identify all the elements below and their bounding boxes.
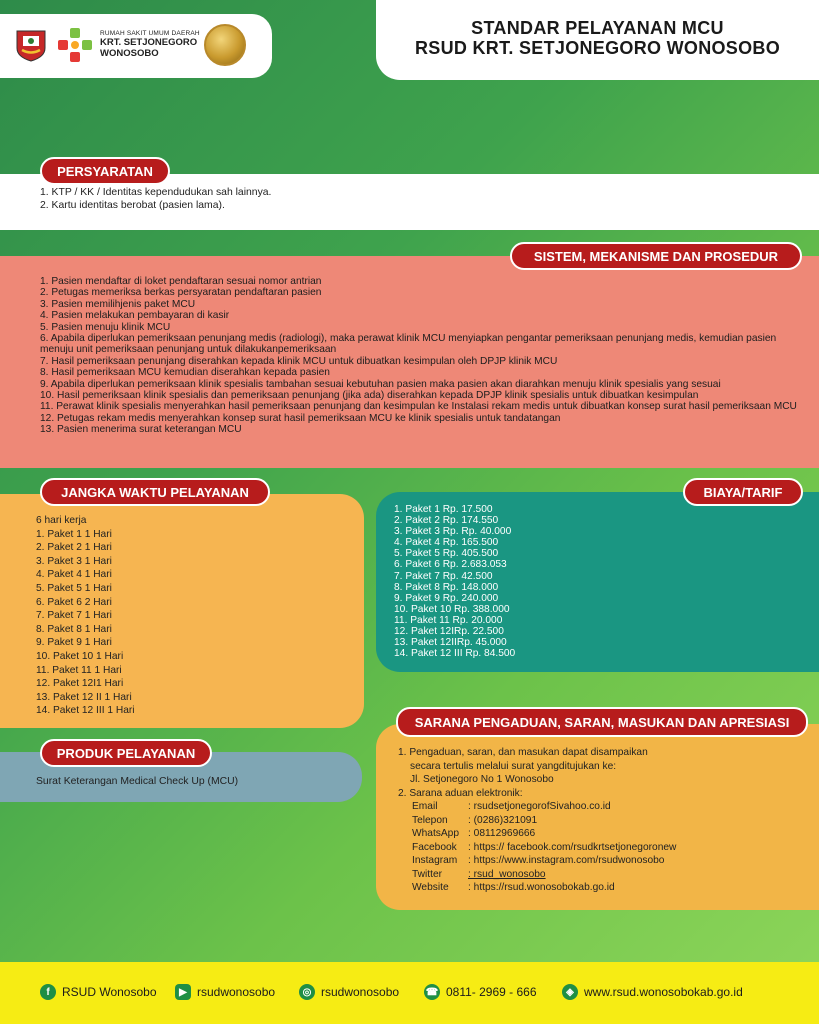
sistem-panel bbox=[0, 256, 819, 468]
facebook-icon: f bbox=[40, 984, 56, 1000]
jangka-item: 6. Paket 6 2 Hari bbox=[36, 596, 112, 608]
hospital-name bbox=[100, 30, 200, 59]
jangka-item: 2. Paket 2 1 Hari bbox=[36, 542, 112, 554]
pemkab-emblem-icon bbox=[14, 28, 48, 62]
contact-whatsapp bbox=[398, 827, 819, 841]
footer-youtube-label: rsudwonosobo bbox=[197, 985, 276, 999]
contact-label: Instagram bbox=[412, 855, 458, 866]
jangka-item: 9. Paket 9 1 Hari bbox=[36, 637, 112, 649]
biaya-item: 12. Paket 12IRp. 22.500 bbox=[394, 626, 504, 638]
jangka-item: 1. Paket 1 1 Hari bbox=[36, 528, 112, 540]
biaya-item: 1. Paket 1 Rp. 17.500 bbox=[394, 504, 493, 515]
sistem-item: 6. Apabila diperlukan pemeriksaan penunjang medis (radiologi), maka perawat klinik MCU menyiapkan pengantar pemeriksaan penunjang medis, kemudian pasien menuju unit pemeriksaan penunjang untuk dilakukanpemeriksaan bbox=[40, 333, 777, 356]
jangka-item: 4. Paket 4 1 Hari bbox=[36, 569, 112, 581]
contact-telepon bbox=[398, 814, 819, 828]
footer-facebook[interactable] bbox=[40, 984, 157, 1000]
title-box bbox=[376, 0, 819, 80]
sistem-item: 1. Pasien mendaftar di loket pendaftaran sesuai nomor antrian bbox=[40, 276, 322, 287]
jangka-item: 11. Paket 11 1 Hari bbox=[36, 664, 122, 676]
biaya-item: 6. Paket 6 Rp. 2.683.053 bbox=[394, 559, 507, 571]
sistem-heading: SISTEM, MEKANISME DAN PROSEDUR bbox=[510, 242, 802, 270]
persyaratan-item: 2. Kartu identitas berobat (pasien lama). bbox=[40, 200, 225, 211]
biaya-item: 7. Paket 7 Rp. 42.500 bbox=[394, 570, 493, 582]
page-title-line2: RSUD KRT. SETJONEGORO WONOSOBO bbox=[414, 38, 781, 58]
biaya-item: 8. Paket 8 Rp. 148.000 bbox=[394, 581, 499, 593]
footer-instagram-label: rsudwonosobo bbox=[321, 985, 400, 999]
contact-value[interactable]: : 08112969666 bbox=[468, 828, 536, 839]
jangka-panel bbox=[0, 494, 364, 728]
biaya-item: 5. Paket 5 Rp. 405.500 bbox=[394, 548, 499, 560]
contact-website bbox=[398, 881, 819, 895]
sarana-panel bbox=[376, 724, 819, 910]
jangka-item: 10. Paket 10 1 Hari bbox=[36, 650, 124, 662]
contact-email bbox=[398, 800, 819, 814]
footer-facebook-label: RSUD Wonosobo bbox=[62, 985, 157, 999]
sistem-item: 12. Petugas rekam medis menyerahkan konsep surat hasil pemeriksaan MCU ke klinik spesialis untuk tandatangan bbox=[40, 412, 561, 424]
biaya-item: 2. Paket 2 Rp. 174.550 bbox=[394, 515, 499, 527]
persyaratan-heading: PERSYARATAN bbox=[40, 157, 170, 185]
contact-label: Twitter bbox=[412, 868, 442, 880]
footer-website-label: www.rsud.wonosobokab.go.id bbox=[584, 985, 743, 999]
persyaratan-item: 1. KTP / KK / Identitas kependudukan sah lainnya. bbox=[40, 187, 272, 198]
sistem-item: 2. Petugas memeriksa berkas persyaratan pendaftaran pasien bbox=[40, 287, 322, 299]
sarana-heading: SARANA PENGADUAN, SARAN, MASUKAN DAN APRESIASI bbox=[396, 707, 808, 737]
biaya-item: 3. Paket 3 Rp. Rp. 40.000 bbox=[394, 526, 512, 538]
biaya-item: 14. Paket 12 III Rp. 84.500 bbox=[394, 648, 516, 660]
contact-label: Email bbox=[412, 801, 438, 812]
hospital-logo-icon bbox=[56, 26, 94, 64]
biaya-heading: BIAYA/TARIF bbox=[683, 478, 803, 506]
produk-heading: PRODUK PELAYANAN bbox=[40, 739, 212, 767]
contact-value[interactable]: : https://rsud.wonosobokab.go.id bbox=[468, 882, 615, 893]
jangka-item: 12. Paket 12I1 Hari bbox=[36, 678, 124, 690]
biaya-item: 4. Paket 4 Rp. 165.500 bbox=[394, 537, 499, 549]
sistem-item: 11. Perawat klinik spesialis menyerahkan hasil pemeriksaan penunjang dan kesimpulan ke Instalasi rekam medis untuk dibuatkan konsep surat hasil pemeriksaan MCU bbox=[40, 401, 797, 413]
sistem-item: 3. Pasien memilihjenis paket MCU bbox=[40, 298, 196, 310]
contact-facebook bbox=[398, 841, 819, 855]
jangka-item: 6 hari kerja bbox=[36, 515, 87, 526]
footer-instagram[interactable] bbox=[299, 984, 399, 1000]
contact-value[interactable]: : https:// facebook.com/rsudkrtsetjonegoronew bbox=[468, 841, 677, 853]
jangka-item: 3. Paket 3 1 Hari bbox=[36, 555, 112, 567]
contact-label: Website bbox=[412, 882, 449, 893]
jangka-item: 14. Paket 12 III 1 Hari bbox=[36, 705, 135, 717]
sarana-line: secara tertulis melalui surat yangditujukan ke: bbox=[410, 760, 617, 772]
instagram-icon: ◎ bbox=[299, 984, 315, 1000]
jangka-item: 8. Paket 8 1 Hari bbox=[36, 623, 112, 635]
sistem-item: 9. Apabila diperlukan pemeriksaan klinik spesialis tambahan sesuai kebutuhan pasien maka pasien akan diarahkan menuju klinik spesialis yang sesuai bbox=[40, 378, 721, 390]
whatsapp-icon: ☎ bbox=[424, 984, 440, 1000]
contact-value[interactable]: : https://www.instagram.com/rsudwonosobo bbox=[468, 855, 665, 866]
sistem-item: 10. Hasil pemeriksaan klinik spesialis dan pemeriksaan penunjang (jika ada) diserahkan kepada DPJP klinik spesialis untuk dibuatkan kesimpulan bbox=[40, 390, 699, 402]
contact-label: Telepon bbox=[412, 814, 448, 826]
footer-website[interactable] bbox=[562, 984, 743, 1000]
biaya-panel bbox=[376, 492, 819, 672]
sistem-item: 5. Pasien menuju klinik MCU bbox=[40, 321, 171, 333]
hospital-name-line1: KRT. SETJONEGORO bbox=[100, 37, 198, 48]
footer-whatsapp[interactable] bbox=[424, 984, 537, 1000]
biaya-item: 9. Paket 9 Rp. 240.000 bbox=[394, 592, 499, 604]
contact-value[interactable]: : rsud_wonosobo bbox=[468, 868, 546, 880]
produk-text: Surat Keterangan Medical Check Up (MCU) bbox=[36, 776, 239, 787]
biaya-item: 13. Paket 12IIRp. 45.000 bbox=[394, 637, 507, 649]
contact-instagram bbox=[398, 854, 819, 868]
page-title bbox=[376, 0, 819, 58]
contact-label: Facebook bbox=[412, 841, 457, 853]
globe-icon: ◈ bbox=[562, 984, 578, 1000]
sistem-item: 4. Pasien melakukan pembayaran di kasir bbox=[40, 310, 230, 322]
youtube-icon: ▶ bbox=[175, 984, 191, 1000]
sarana-line: 2. Sarana aduan elektronik: bbox=[398, 787, 523, 799]
sistem-item: 13. Pasien menerima surat keterangan MCU bbox=[40, 424, 242, 436]
footer-youtube[interactable] bbox=[175, 984, 275, 1000]
sistem-item: 7. Hasil pemeriksaan penunjang diserahkan kepada klinik MCU untuk dibuatkan kesimpulan oleh DPJP klinik MCU bbox=[40, 355, 558, 367]
jangka-item: 13. Paket 12 II 1 Hari bbox=[36, 691, 132, 703]
sistem-item: 8. Hasil pemeriksaan MCU kemudian diserahkan kepada pasien bbox=[40, 367, 330, 379]
jangka-item: 5. Paket 5 1 Hari bbox=[36, 582, 112, 594]
page-title-line1: STANDAR PELAYANAN MCU bbox=[471, 18, 724, 38]
jangka-heading: JANGKA WAKTU PELAYANAN bbox=[40, 478, 270, 506]
contact-value[interactable]: : rsudsetjonegorofSivahoo.co.id bbox=[468, 801, 611, 812]
hospital-type-label: RUMAH SAKIT UMUM DAERAH bbox=[100, 30, 200, 37]
sarana-line: 1. Pengaduan, saran, dan masukan dapat disampaikan bbox=[398, 747, 648, 758]
footer-whatsapp-label: 0811- 2969 - 666 bbox=[446, 985, 537, 999]
contact-value[interactable]: : (0286)321091 bbox=[468, 814, 538, 826]
contact-twitter bbox=[398, 868, 819, 882]
accreditation-badge-icon bbox=[204, 24, 246, 66]
jangka-item: 7. Paket 7 1 Hari bbox=[36, 610, 112, 622]
biaya-item: 11. Paket 11 Rp. 20.000 bbox=[394, 614, 503, 626]
sarana-address: Jl. Setjonegoro No 1 Wonosobo bbox=[410, 774, 554, 785]
contact-label: WhatsApp bbox=[412, 828, 459, 839]
hospital-name-line2: WONOSOBO bbox=[100, 48, 159, 59]
biaya-item: 10. Paket 10 Rp. 388.000 bbox=[394, 603, 510, 615]
